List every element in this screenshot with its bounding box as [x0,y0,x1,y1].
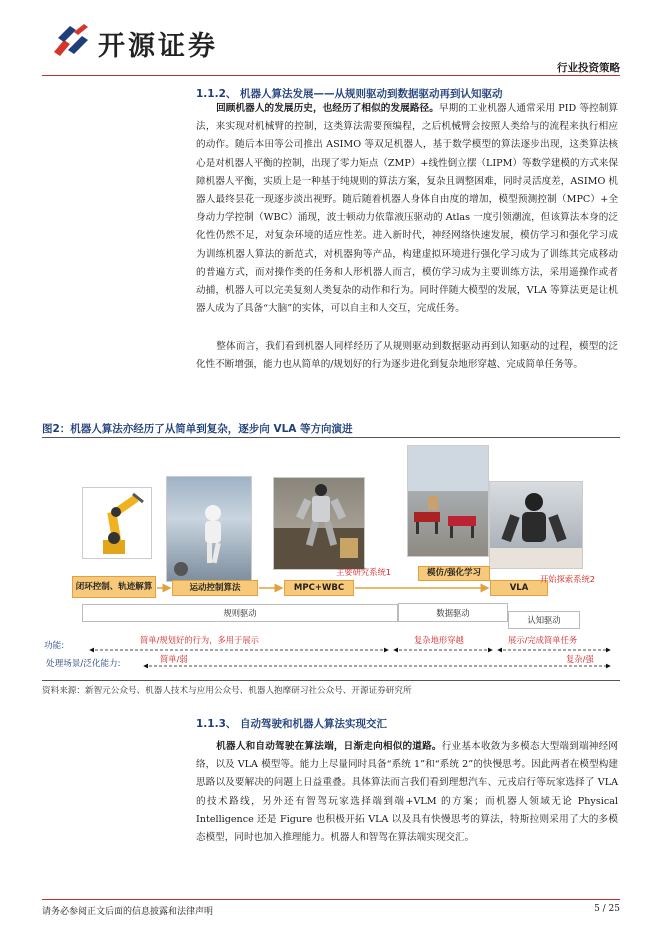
figure-source: 资料来源：新智元公众号、机器人技术与应用公众号、机器人抱摩研习社公众号、开源证券研究所 [42,686,412,696]
paragraph-history [196,100,618,318]
paragraph-body: 行业基本收敛为多模态大型端到端神经网络，以及 VLA 模型等。能力上尽量同时具备“系统 1”和“系统 2”的快慢思考。因此两者在模型构建思路以及要解决的问题上日益重叠。具体算法而言我们看到理想汽车、元戎启行等玩家选择了 VLA 的技术路线，另外还有智驾玩家选择端到端+VLM 的方案；而机器人领域无论 Physical Intelligence 还是 Figure 也积极开拓 VLA 以及具有快慢思考的算法，特斯拉则采用了大的多模态模型，同时也加入推理能力。机器人和智驾在算法端实现交汇。 [196,741,619,844]
generalization-weak: 简单/弱 [160,654,188,664]
stage-vla: VLA [490,580,548,596]
driver-rule: 规则驱动 [82,604,398,622]
generalization-strong: 复杂/强 [566,654,594,664]
paragraph-convergence [196,738,618,847]
figure-title: 图2：机器人算法亦经历了从简单到复杂，逐步向 VLA 等方向演进 [42,423,353,435]
function-terrain: 复杂地形穿越 [414,635,464,645]
function-simple: 简单/规划好的行为，多用于展示 [140,635,259,645]
industrial-arm-photo [82,487,152,559]
stage-flow-arrows [60,575,610,605]
stage-imitation-rl: 模仿/强化学习 [418,566,490,581]
generalization-arrow [140,660,620,674]
function-label: 功能: [44,641,65,651]
note-system2: 开始探索系统2 [540,574,596,584]
company-logo-text: 开源证券 [98,31,218,62]
footer-disclaimer: 请务必参阅正文后面的信息披露和法律声明 [42,907,214,917]
header-divider [42,75,620,76]
generalization-label: 处理场景/泛化能力: [46,659,121,669]
stage-mpc-wbc: MPC+WBC [284,580,354,596]
paragraph-summary [196,338,618,374]
footer-divider [42,899,620,900]
function-tasks: 展示/完成简单任务 [508,635,578,645]
humanoid-vla-photo [489,481,583,569]
report-type: 行业投资策略 [557,62,620,74]
page-number: 5 / 25 [594,904,620,914]
figure-top-rule [42,437,620,438]
section-heading-1-1-3: 1.1.3、 自动驾驶和机器人算法实现交汇 [196,718,388,730]
robot-dogs-photo [407,445,489,557]
figure-bottom-rule [42,680,620,681]
paragraph-lead: 机器人和自动驾驶在算法端，日渐走向相似的道路。 [216,741,442,752]
logo-icon [52,22,92,58]
paragraph-lead: 回顾机器人的发展历史，也经历了相似的发展路径。 [216,103,439,114]
paragraph-body: 早期的工业机器人通常采用 PID 等控制算法，来实现对机械臂的控制，这类算法需要预编程，之后机械臂会按照人类给与的流程来执行相应的动作。随后本田等公司推出 ASIMO 等双足机器人，基于数学模型的算法逐步出现，这类算法核心是对机器人平衡的控制，出现了零力矩点（ZMP）+线性倒立摆（LIPM）等数学建模的方式来保障机器人平衡，实质上是一种基于纯规则的算法方案，复杂且调整困难，同时灵活度差，ASIMO 机器人最终昙花一现逐步淡出视野。随后随着机器人身体自由度的增加，模型预测控制（MPC）+全身动力学控制（WBC）涌现，波士顿动力依靠液压驱动的 Atlas 一度引领潮流，但该算法本身的泛化性仍然不足，对复杂环境的适应性差。进入新时代，神经网络快速发展，模仿学习和强化学习成为训练机器人算法的新范式，对机器狗等产品，构建虚拟环境进行强化学习成为了训练其完成移动的普遍方式，而对操作类的任务和人形机器人而言，模仿学习成为主要训练方法，采用遥操作或者动捕，机器人可以完美复刻人类复杂的动作和行为。同时伴随大模型的发展，VLA 等算法更是让机器人成为了具备“大脑”的实体，可以自主和人交互，完成任务。 [196,103,619,315]
note-system1: 主要研究系统1 [336,567,392,577]
driver-cognitive: 认知驱动 [508,611,580,629]
stage-closed-loop-control: 闭环控制、轨迹解算 [72,576,156,598]
section-heading-1-1-2: 1.1.2、 机器人算法发展——从规则驱动到数据驱动再到认知驱动 [196,88,503,100]
atlas-robot-photo [273,477,365,570]
stage-motion-control: 运动控制算法 [172,580,258,596]
driver-data: 数据驱动 [398,603,508,622]
asimo-robot-photo [166,476,252,582]
paragraph-body: 整体而言，我们看到机器人同样经历了从规则驱动到数据驱动再到认知驱动的过程，模型的泛化性不断增强，能力也从简单的/规划好的行为逐步进化到复杂地形穿越、完成简单任务等。 [196,341,618,371]
